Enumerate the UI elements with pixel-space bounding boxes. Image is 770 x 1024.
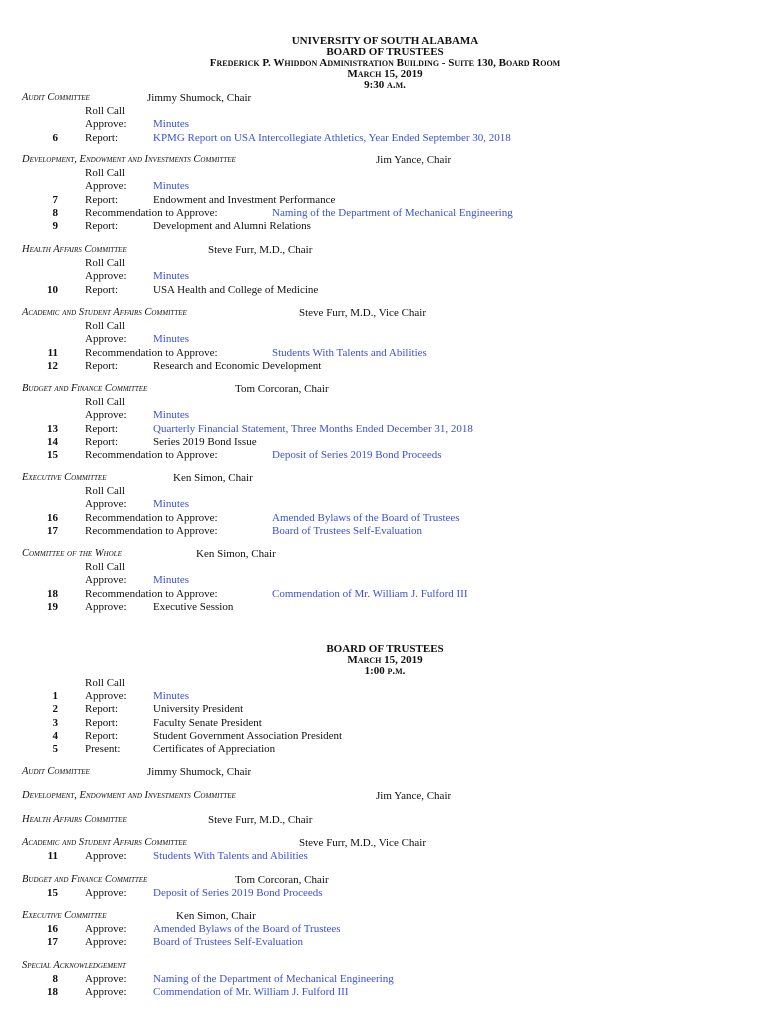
committee-title: Development, Endowment and Investments Committee <box>22 154 236 165</box>
item-text: Faculty Senate President <box>153 716 262 729</box>
agenda-item <box>0 207 770 220</box>
committee-section <box>0 472 770 538</box>
committee-header <box>0 472 770 485</box>
item-number: 18 <box>47 986 58 999</box>
committee-header <box>0 814 770 827</box>
item-type: Approve: <box>85 333 127 346</box>
item-number: 10 <box>47 283 58 296</box>
committee-chair: Jim Yance, Chair <box>376 154 452 166</box>
item-type: Report: <box>85 422 118 435</box>
agenda-item <box>0 284 770 297</box>
meeting-date: March 15, 2019 <box>347 654 423 666</box>
item-number: 11 <box>47 346 58 359</box>
agenda-item <box>0 180 770 193</box>
item-link[interactable]: KPMG Report on USA Intercollegiate Athletics, Year Ended September 30, 2018 <box>153 131 511 144</box>
agenda-item <box>0 690 770 703</box>
item-text: Series 2019 Bond Issue <box>153 435 257 448</box>
committee-title: Academic and Student Affairs Committee <box>22 307 187 318</box>
board-title: BOARD OF TRUSTEES <box>326 46 444 58</box>
item-type: Roll Call <box>85 320 126 333</box>
item-type: Approve: <box>85 887 127 900</box>
item-link[interactable]: Amended Bylaws of the Board of Trustees <box>153 923 341 936</box>
item-type: Roll Call <box>85 485 126 498</box>
committee-title: Academic and Student Affairs Committee <box>22 837 187 848</box>
agenda-item <box>0 525 770 538</box>
agenda-item <box>0 936 770 949</box>
agenda-item <box>0 512 770 525</box>
committee-chair: Jim Yance, Chair <box>376 790 452 802</box>
agenda-item <box>0 396 770 409</box>
item-type: Approve: <box>85 690 127 703</box>
item-text: Certificates of Appreciation <box>153 742 276 755</box>
agenda-item <box>0 118 770 131</box>
committee-section <box>0 790 770 803</box>
agenda-item <box>0 132 770 145</box>
committee-header <box>0 874 770 887</box>
agenda-item <box>0 730 770 743</box>
agenda-item <box>0 257 770 270</box>
item-number: 2 <box>52 703 58 716</box>
item-text: USA Health and College of Medicine <box>153 283 319 296</box>
committee-section <box>0 383 770 462</box>
item-type: Approve: <box>85 118 127 131</box>
item-link[interactable]: Minutes <box>153 118 190 131</box>
item-link[interactable]: Minutes <box>153 333 190 346</box>
agenda-item <box>0 105 770 118</box>
item-number: 11 <box>47 850 58 863</box>
committee-header <box>0 383 770 396</box>
agenda-item <box>0 677 770 690</box>
agenda-item <box>0 194 770 207</box>
item-type: Roll Call <box>85 257 126 270</box>
item-link[interactable]: Minutes <box>153 498 190 511</box>
item-number: 1 <box>52 690 58 703</box>
committee-chair: Jimmy Shumock, Chair <box>147 766 252 778</box>
item-link[interactable]: Minutes <box>153 574 190 587</box>
item-type: Approve: <box>85 986 127 999</box>
committee-chair: Steve Furr, M.D., Vice Chair <box>299 837 427 849</box>
item-link[interactable]: Minutes <box>153 180 190 193</box>
item-link[interactable]: Amended Bylaws of the Board of Trustees <box>272 511 460 524</box>
committee-header <box>0 910 770 923</box>
item-link[interactable]: Minutes <box>153 270 190 283</box>
agenda-item <box>0 320 770 333</box>
committee-header <box>0 790 770 803</box>
committee-chair: Steve Furr, M.D., Vice Chair <box>299 307 427 319</box>
agenda-item <box>0 436 770 449</box>
committee-title: Budget and Finance Committee <box>22 383 148 394</box>
university-name: UNIVERSITY OF SOUTH ALABAMA <box>291 35 479 47</box>
item-type: Report: <box>85 219 118 232</box>
item-link[interactable]: Naming of the Department of Mechanical Engineering <box>272 206 513 219</box>
committee-section <box>0 874 770 900</box>
item-number: 14 <box>47 435 58 448</box>
item-link[interactable]: Commendation of Mr. William J. Fulford III <box>272 587 468 600</box>
agenda-item <box>0 588 770 601</box>
committee-section <box>0 910 770 950</box>
committee-chair: Tom Corcoran, Chair <box>235 874 329 886</box>
item-type: Approve: <box>85 574 127 587</box>
item-text: Development and Alumni Relations <box>153 219 311 232</box>
item-type: Approve: <box>85 600 127 613</box>
item-number: 15 <box>47 448 58 461</box>
item-type: Recommendation to Approve: <box>85 448 218 461</box>
item-text: Executive Session <box>153 600 234 613</box>
committee-title: Executive Committee <box>22 472 107 483</box>
board-items <box>0 677 770 756</box>
item-type: Report: <box>85 703 118 716</box>
item-type: Roll Call <box>85 167 126 180</box>
agenda-item <box>0 409 770 422</box>
committee-chair: Ken Simon, Chair <box>196 548 276 560</box>
item-type: Approve: <box>85 936 127 949</box>
committee-chair: Ken Simon, Chair <box>173 472 253 484</box>
meeting-date: March 15, 2019 <box>347 68 423 80</box>
agenda-item <box>0 423 770 436</box>
committee-title: Special Acknowledgement <box>22 960 126 971</box>
item-number: 4 <box>52 729 58 742</box>
committee-header <box>0 960 770 973</box>
agenda-item <box>0 703 770 716</box>
item-link[interactable]: Board of Trustees Self-Evaluation <box>153 936 304 949</box>
item-number: 8 <box>52 973 58 986</box>
item-number: 16 <box>47 511 58 524</box>
committee-title: Health Affairs Committee <box>22 814 127 825</box>
committee-title: Executive Committee <box>22 910 107 921</box>
item-text: Research and Economic Development <box>153 359 322 372</box>
item-number: 7 <box>52 193 58 206</box>
item-type: Report: <box>85 435 118 448</box>
item-type: Report: <box>85 716 118 729</box>
meeting-time: 9:30 a.m. <box>364 79 406 91</box>
item-number: 8 <box>52 206 58 219</box>
agenda-item <box>0 574 770 587</box>
agenda-item <box>0 743 770 756</box>
item-number: 6 <box>52 131 58 144</box>
committee-section <box>0 244 770 297</box>
item-type: Roll Call <box>85 561 126 574</box>
agenda-item <box>0 717 770 730</box>
item-type: Report: <box>85 131 118 144</box>
item-number: 16 <box>47 923 58 936</box>
committee-title: Audit Committee <box>22 92 90 103</box>
item-link[interactable]: Naming of the Department of Mechanical Engineering <box>153 973 394 986</box>
item-type: Roll Call <box>85 105 126 118</box>
item-text: Student Government Association President <box>153 729 343 742</box>
item-number: 3 <box>52 716 58 729</box>
item-type: Approve: <box>85 498 127 511</box>
agenda-item <box>0 485 770 498</box>
committee-header <box>0 92 770 105</box>
item-link[interactable]: Deposit of Series 2019 Bond Proceeds <box>272 448 442 461</box>
item-type: Report: <box>85 729 118 742</box>
committee-header <box>0 154 770 167</box>
committee-section <box>0 154 770 233</box>
agenda-item <box>0 270 770 283</box>
item-type: Roll Call <box>85 396 126 409</box>
committee-title: Development, Endowment and Investments Committee <box>22 790 236 801</box>
committee-title: Budget and Finance Committee <box>22 874 148 885</box>
agenda-item <box>0 333 770 346</box>
item-type: Present: <box>85 742 121 755</box>
committee-section <box>0 814 770 827</box>
item-type: Approve: <box>85 850 127 863</box>
item-type: Approve: <box>85 270 127 283</box>
committee-section <box>0 548 770 614</box>
session-header <box>0 36 770 91</box>
item-type: Approve: <box>85 923 127 936</box>
agenda-item <box>0 220 770 233</box>
item-number: 13 <box>47 422 58 435</box>
item-type: Recommendation to Approve: <box>85 524 218 537</box>
item-text: University President <box>153 703 244 716</box>
committee-header <box>0 766 770 779</box>
item-type: Report: <box>85 193 118 206</box>
committee-section <box>0 307 770 373</box>
agenda-item <box>0 449 770 462</box>
item-type: Recommendation to Approve: <box>85 511 218 524</box>
agenda-item <box>0 850 770 863</box>
item-number: 17 <box>47 524 58 537</box>
meeting-location: Frederick P. Whiddon Administration Building - Suite 130, Board Room <box>209 57 561 69</box>
committee-title: Committee of the Whole <box>22 548 122 559</box>
item-type: Approve: <box>85 973 127 986</box>
item-link[interactable]: Deposit of Series 2019 Bond Proceeds <box>153 887 323 900</box>
committee-header <box>0 548 770 561</box>
item-link[interactable]: Students With Talents and Abilities <box>272 346 427 359</box>
item-number: 12 <box>47 359 58 372</box>
agenda-item <box>0 923 770 936</box>
item-link[interactable]: Quarterly Financial Statement, Three Months Ended December 31, 2018 <box>153 422 473 435</box>
item-link[interactable]: Minutes <box>153 409 190 422</box>
item-number: 18 <box>47 587 58 600</box>
item-number: 5 <box>52 742 58 755</box>
item-type: Roll Call <box>85 677 126 689</box>
agenda-item <box>0 347 770 360</box>
agenda-item <box>0 887 770 900</box>
item-link[interactable]: Commendation of Mr. William J. Fulford III <box>153 986 349 999</box>
item-link[interactable]: Minutes <box>153 690 190 703</box>
board-title: BOARD OF TRUSTEES <box>326 643 444 655</box>
committee-chair: Tom Corcoran, Chair <box>235 383 329 395</box>
committee-header <box>0 244 770 257</box>
item-type: Recommendation to Approve: <box>85 346 218 359</box>
agenda-item <box>0 601 770 614</box>
committee-section <box>0 766 770 779</box>
committee-chair: Jimmy Shumock, Chair <box>147 92 252 104</box>
agenda-item <box>0 167 770 180</box>
committee-header <box>0 837 770 850</box>
item-type: Recommendation to Approve: <box>85 206 218 219</box>
item-link[interactable]: Board of Trustees Self-Evaluation <box>272 524 423 537</box>
board-meeting-header <box>0 644 770 677</box>
committee-section <box>0 92 770 145</box>
item-number: 9 <box>52 219 58 232</box>
item-link[interactable]: Students With Talents and Abilities <box>153 850 308 863</box>
committee-header <box>0 307 770 320</box>
item-type: Report: <box>85 359 118 372</box>
item-number: 17 <box>47 936 58 949</box>
item-number: 15 <box>47 887 58 900</box>
agenda-item <box>0 986 770 999</box>
committee-title: Health Affairs Committee <box>22 244 127 255</box>
item-type: Approve: <box>85 180 127 193</box>
item-type: Approve: <box>85 409 127 422</box>
meeting-time: 1:00 p.m. <box>364 665 406 677</box>
agenda-item <box>0 561 770 574</box>
item-text: Endowment and Investment Performance <box>153 193 336 206</box>
committee-section <box>0 960 770 1000</box>
committee-title: Audit Committee <box>22 766 90 777</box>
committee-chair: Ken Simon, Chair <box>176 910 256 922</box>
committee-chair: Steve Furr, M.D., Chair <box>208 244 313 256</box>
agenda-item <box>0 498 770 511</box>
agenda-item <box>0 360 770 373</box>
item-type: Recommendation to Approve: <box>85 587 218 600</box>
item-number: 19 <box>47 600 58 613</box>
item-type: Report: <box>85 283 118 296</box>
committee-chair: Steve Furr, M.D., Chair <box>208 814 313 826</box>
committee-section <box>0 837 770 863</box>
agenda-item <box>0 973 770 986</box>
